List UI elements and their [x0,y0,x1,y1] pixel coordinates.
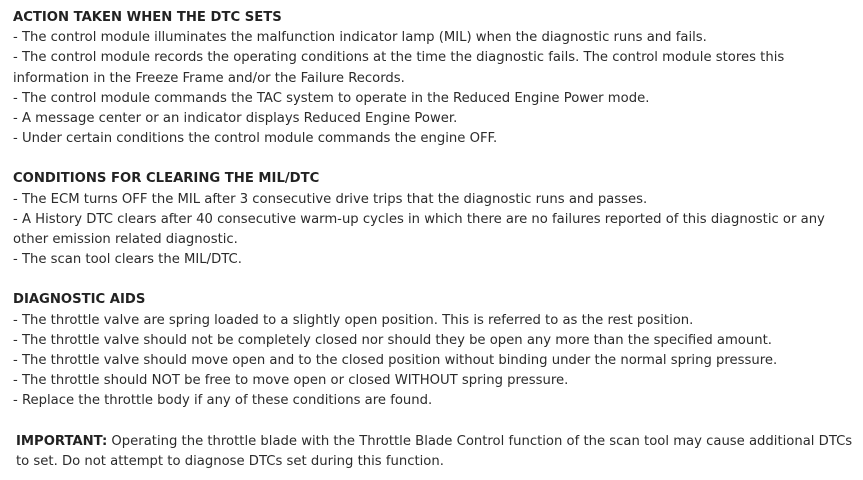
list-item: - The throttle valve should move open and to the closed position without binding under the normal spring pressure. [13,353,778,369]
important-note [13,432,857,472]
list-item: - The throttle should NOT be free to move open or closed WITHOUT spring pressure. [13,373,569,389]
section-action-taken [13,8,857,149]
section-conditions-clearing [13,169,857,270]
list-item: - The throttle valve should not be completely closed nor should they be open any more than the specified amount. [13,332,772,348]
list-item: - A History DTC clears after 40 consecutive warm-up cycles in which there are no failures reported of this diagnostic or any other emission related diagnostic. [13,211,825,248]
list-item: - The control module illuminates the malfunction indicator lamp (MIL) when the diagnostic runs and fails. [13,30,707,46]
list-item: - Replace the throttle body if any of these conditions are found. [13,393,433,409]
list-item: - Under certain conditions the control module commands the engine OFF. [13,131,498,147]
important-text: Operating the throttle blade with the Throttle Blade Control function of the scan tool may cause additional DTCs to set. Do not attempt to diagnose DTCs set during this function. [16,433,853,469]
list-item: - The throttle valve are spring loaded to a slightly open position. This is referred to as the rest position. [13,312,694,328]
section-heading: CONDITIONS FOR CLEARING THE MIL/DTC [13,171,320,187]
section-heading: DIAGNOSTIC AIDS [13,292,146,308]
section-heading: ACTION TAKEN WHEN THE DTC SETS [13,10,282,25]
list-item: - The ECM turns OFF the MIL after 3 consecutive drive trips that the diagnostic runs and passes. [13,191,648,207]
section-diagnostic-aids [13,290,857,411]
list-item: - A message center or an indicator displays Reduced Engine Power. [13,111,458,127]
list-item: - The control module commands the TAC system to operate in the Reduced Engine Power mode. [13,90,650,106]
list-item: - The control module records the operating conditions at the time the diagnostic fails. The control module stores this information in the Freeze Frame and/or the Failure Records. [13,50,785,86]
important-label: IMPORTANT: [16,433,108,449]
list-item: - The scan tool clears the MIL/DTC. [13,252,242,268]
